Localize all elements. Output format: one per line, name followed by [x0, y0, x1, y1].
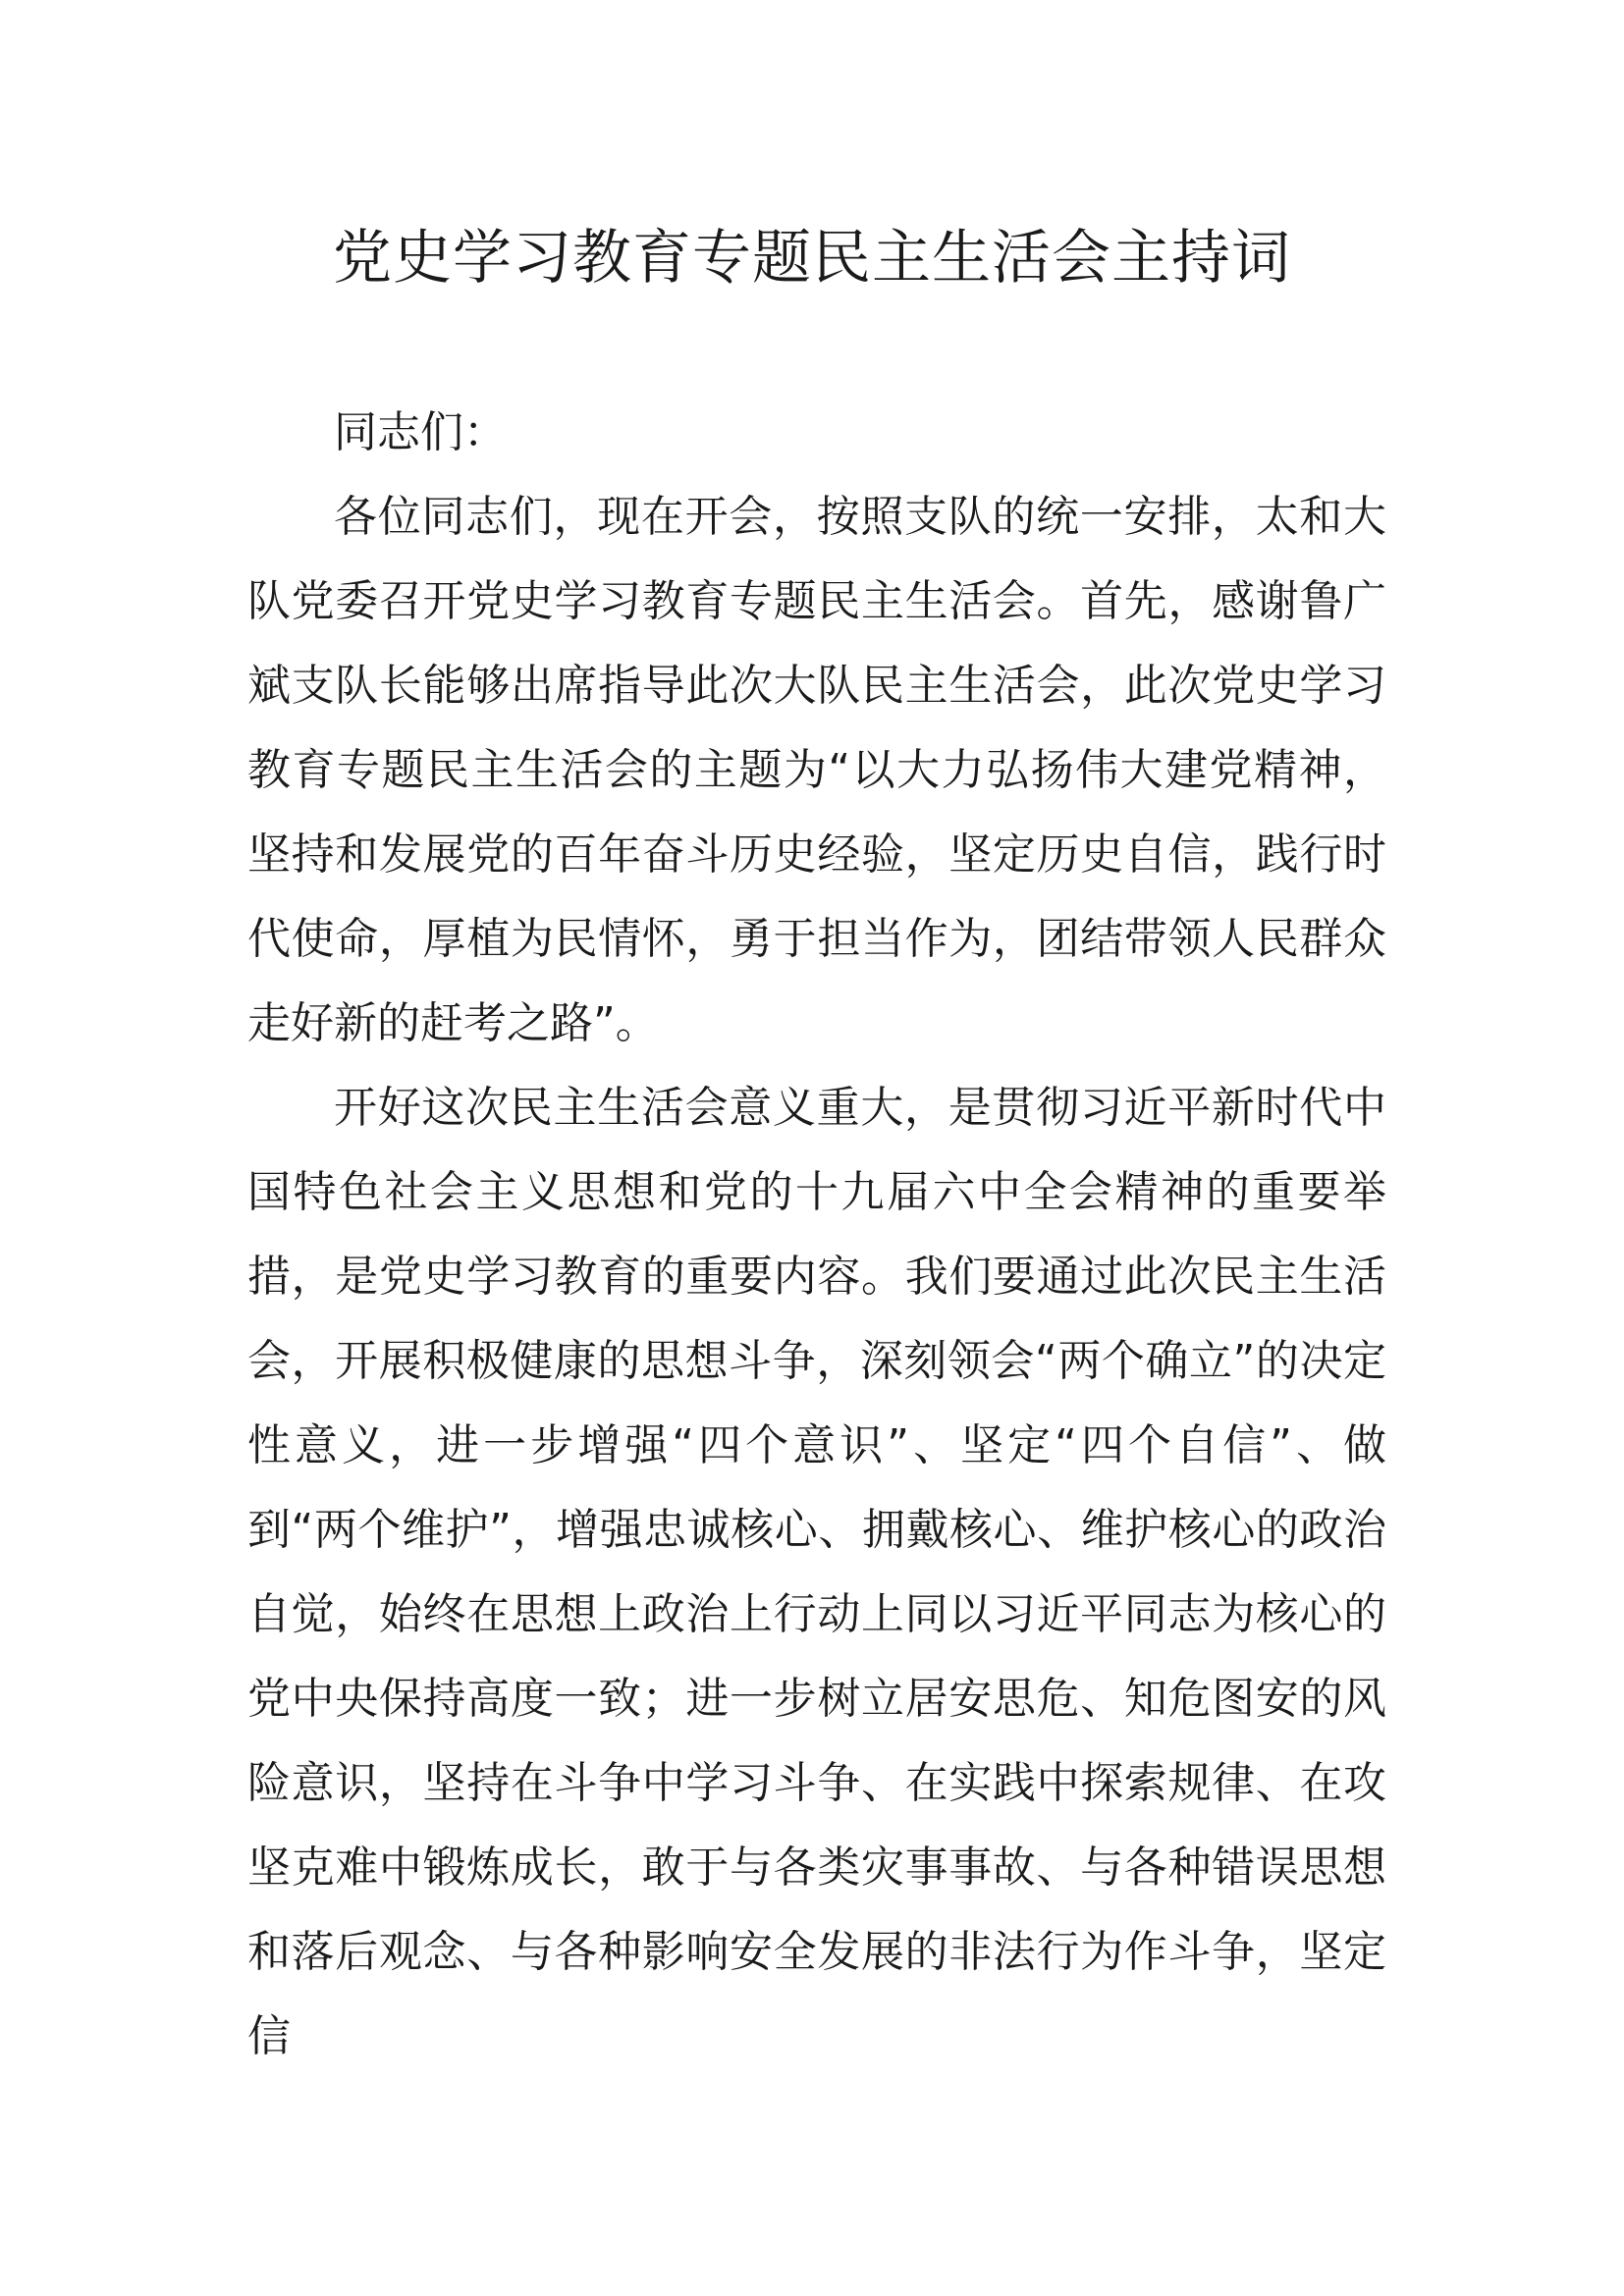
paragraph-1: 各位同志们，现在开会，按照支队的统一安排，太和大队党委召开党史学习教育专题民主生活会。首先，感谢鲁广斌支队长能够出席指导此次大队民主生活会，此次党史学习教育专题民主生活会的主题为“以大力弘扬伟大建党精神，坚持和发展党的百年奋斗历史经验，坚定历史自信，践行时代使命，厚植为民情怀，勇于担当作为，团结带领人民群众走好新的赶考之路”。 [247, 492, 1386, 1048]
paragraph-2: 开好这次民主生活会意义重大，是贯彻习近平新时代中国特色社会主义思想和党的十九届六中全会精神的重要举措，是党史学习教育的重要内容。我们要通过此次民主生活会，开展积极健康的思想斗争，深刻领会“两个确立”的决定性意义，进一步增强“四个意识”、坚定“四个自信”、做到“两个维护”，增强忠诚核心、拥戴核心、维护核心的政治自觉，始终在思想上政治上行动上同以习近平同志为核心的党中央保持高度一致；进一步树立居安思危、知危图安的风险意识，坚持在斗争中学习斗争、在实践中探索规律、在攻坚克难中锻炼成长，敢于与各类灾事事故、与各种错误思想和落后观念、与各种影响安全发展的非法行为作斗争，坚定信 [247, 1083, 1386, 2061]
document-body [247, 391, 1386, 2079]
salutation: 同志们： [334, 407, 507, 457]
document-title: 党史学习教育专题民主生活会主持词 [333, 224, 1291, 293]
